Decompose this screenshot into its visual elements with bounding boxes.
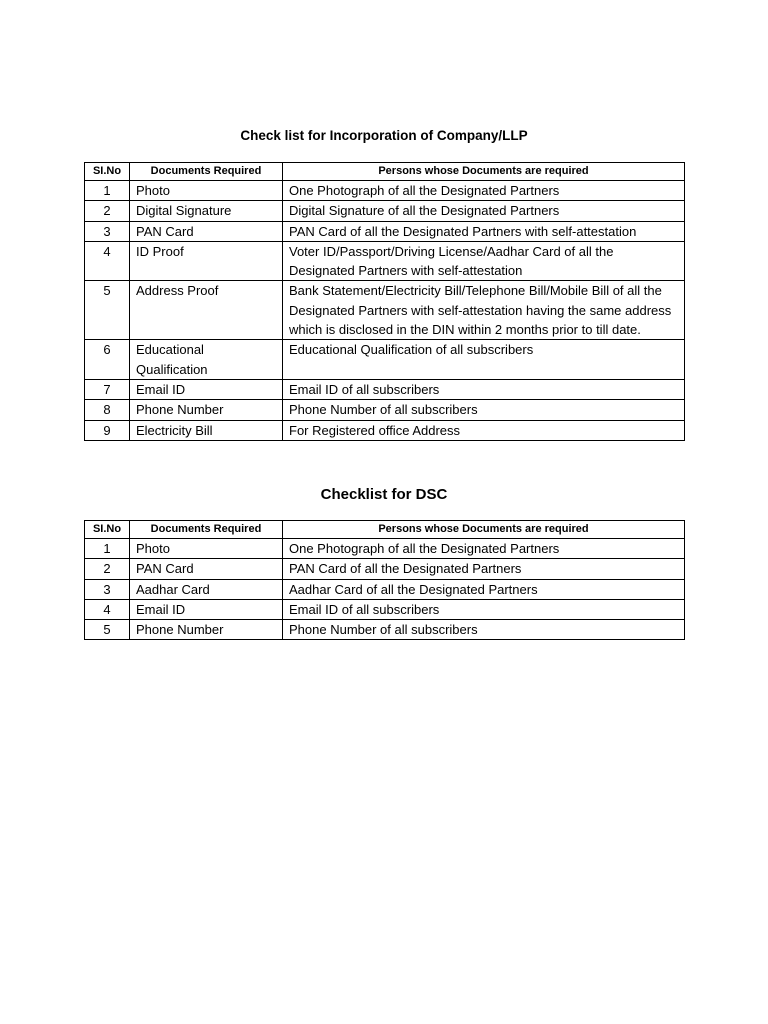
incorporation-checklist-title: Check list for Incorporation of Company/LLP — [240, 128, 528, 143]
document-required: Address Proof — [130, 281, 283, 340]
document-required: PAN Card — [130, 221, 283, 241]
row-number: 4 — [85, 241, 130, 281]
column-header-sl-no: SI.No — [85, 163, 130, 181]
document-required: Email ID — [130, 379, 283, 399]
persons-required: Digital Signature of all the Designated Partners — [283, 201, 685, 221]
row-number: 3 — [85, 221, 130, 241]
table-row — [85, 379, 685, 399]
row-number: 5 — [85, 620, 130, 640]
persons-required: For Registered office Address — [283, 420, 685, 440]
incorporation-checklist-table — [84, 162, 685, 441]
document-required: Photo — [130, 539, 283, 559]
row-number: 7 — [85, 379, 130, 399]
column-header-persons: Persons whose Documents are required — [283, 163, 685, 181]
persons-required: Email ID of all subscribers — [283, 379, 685, 399]
persons-required: Voter ID/Passport/Driving License/Aadhar Card of all the Designated Partners with self-attestation — [283, 241, 685, 281]
persons-required: PAN Card of all the Designated Partners with self-attestation — [283, 221, 685, 241]
document-required: PAN Card — [130, 559, 283, 579]
row-number: 2 — [85, 559, 130, 579]
row-number: 2 — [85, 201, 130, 221]
column-header-sl-no: SI.No — [85, 521, 130, 539]
row-number: 4 — [85, 599, 130, 619]
persons-required: Educational Qualification of all subscribers — [283, 340, 685, 380]
column-header-documents-required: Documents Required — [130, 163, 283, 181]
persons-required: One Photograph of all the Designated Partners — [283, 539, 685, 559]
document-required: Electricity Bill — [130, 420, 283, 440]
persons-required: Phone Number of all subscribers — [283, 620, 685, 640]
persons-required: One Photograph of all the Designated Partners — [283, 181, 685, 201]
persons-required: Phone Number of all subscribers — [283, 400, 685, 420]
table-header-row — [85, 521, 685, 539]
row-number: 5 — [85, 281, 130, 340]
row-number: 9 — [85, 420, 130, 440]
table-row — [85, 539, 685, 559]
table-row — [85, 420, 685, 440]
persons-required: Email ID of all subscribers — [283, 599, 685, 619]
row-number: 6 — [85, 340, 130, 380]
table-row — [85, 599, 685, 619]
document-required: Aadhar Card — [130, 579, 283, 599]
column-header-documents-required: Documents Required — [130, 521, 283, 539]
persons-required: PAN Card of all the Designated Partners — [283, 559, 685, 579]
document-required: Phone Number — [130, 620, 283, 640]
document-required: Email ID — [130, 599, 283, 619]
table-header-row — [85, 163, 685, 181]
table-row — [85, 620, 685, 640]
row-number: 8 — [85, 400, 130, 420]
document-required: Digital Signature — [130, 201, 283, 221]
table-row — [85, 181, 685, 201]
table-row — [85, 281, 685, 340]
table-row — [85, 221, 685, 241]
persons-required: Aadhar Card of all the Designated Partners — [283, 579, 685, 599]
table-row — [85, 201, 685, 221]
dsc-checklist-table — [84, 520, 685, 640]
row-number: 1 — [85, 539, 130, 559]
dsc-checklist-title: Checklist for DSC — [320, 486, 448, 503]
table-row — [85, 579, 685, 599]
document-required: Phone Number — [130, 400, 283, 420]
row-number: 1 — [85, 181, 130, 201]
table-row — [85, 340, 685, 380]
table-row — [85, 400, 685, 420]
column-header-persons: Persons whose Documents are required — [283, 521, 685, 539]
table-row — [85, 559, 685, 579]
document-required: ID Proof — [130, 241, 283, 281]
document-required: Educational Qualification — [130, 340, 283, 380]
document-required: Photo — [130, 181, 283, 201]
table-row — [85, 241, 685, 281]
persons-required: Bank Statement/Electricity Bill/Telephone Bill/Mobile Bill of all the Designated Partners with self-attestation having the same address which is disclosed in the DIN within 2 months prior to till date. — [283, 281, 685, 340]
row-number: 3 — [85, 579, 130, 599]
